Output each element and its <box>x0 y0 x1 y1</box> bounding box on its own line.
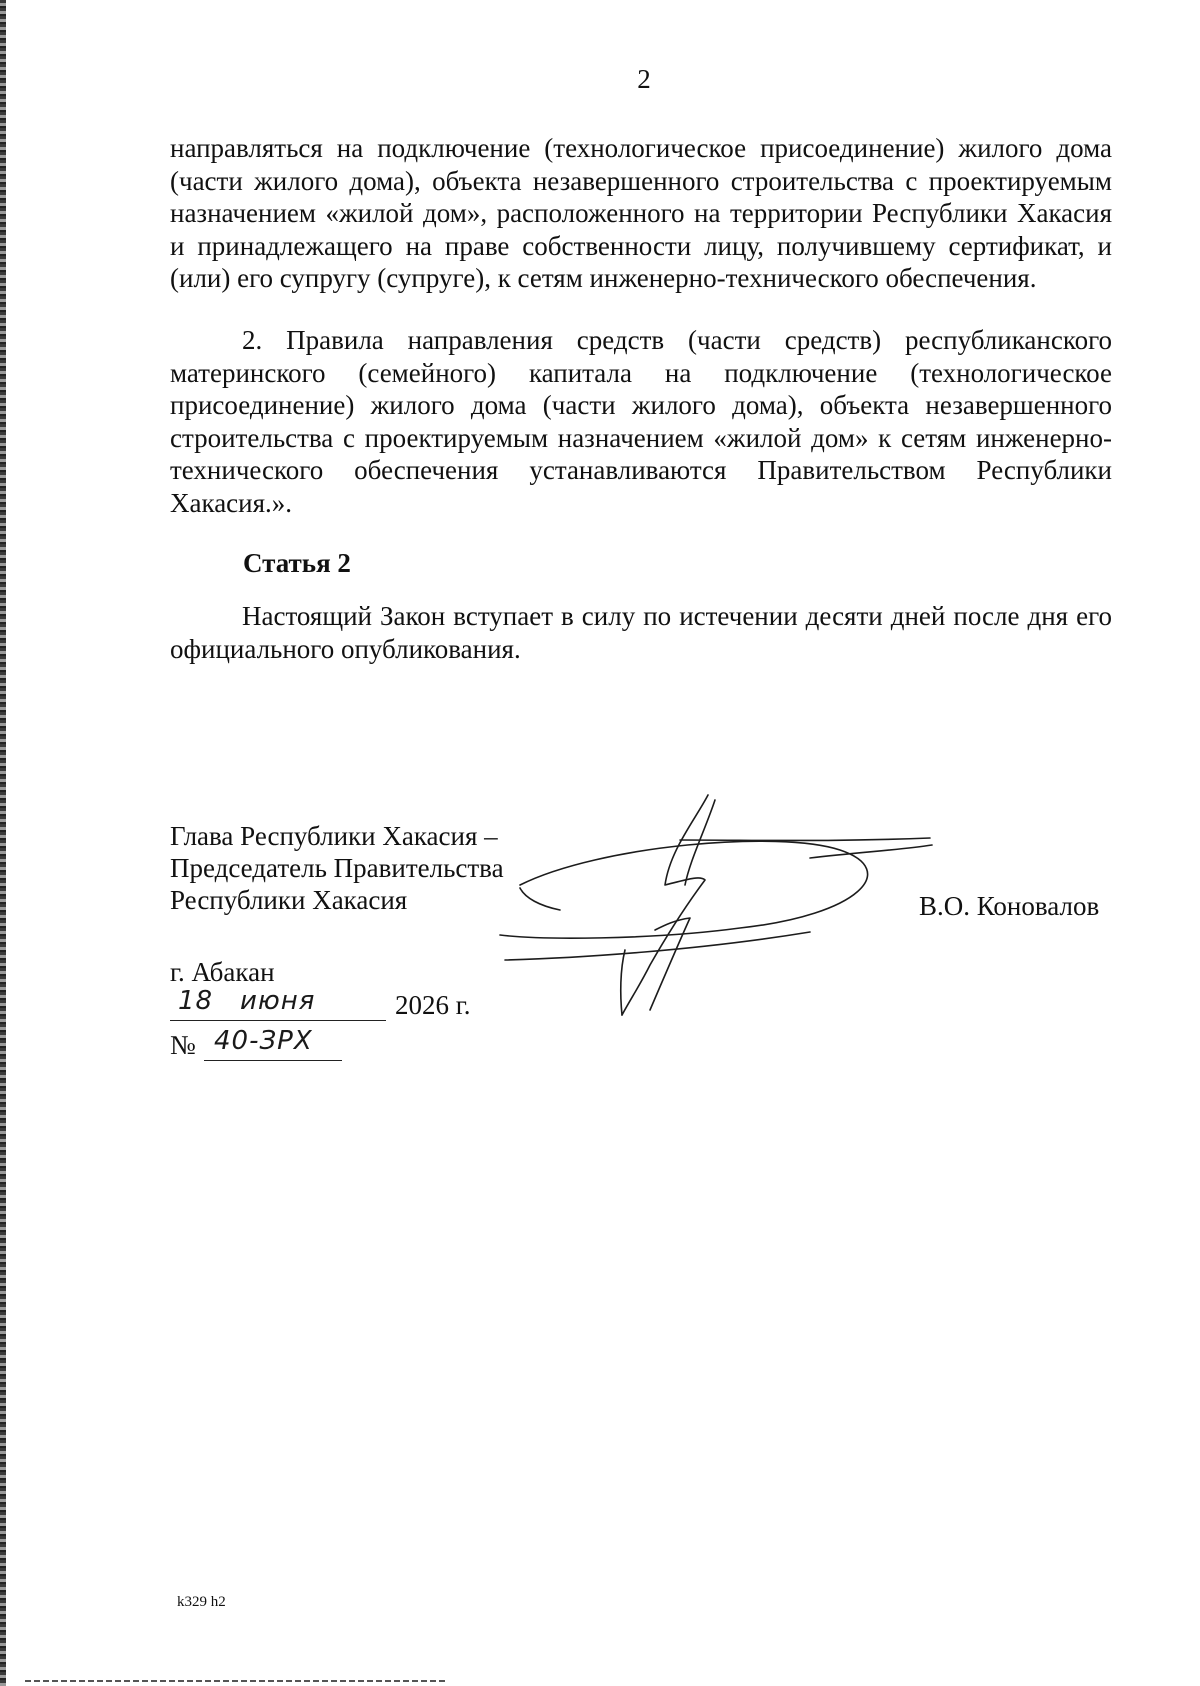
signature-stroke <box>680 838 930 841</box>
number-line <box>204 1026 342 1061</box>
handwritten-signature <box>480 790 940 1020</box>
signing-date <box>170 986 500 1026</box>
signatory-title-line: Республики Хакасия <box>170 885 408 915</box>
paragraph-text: направляться на подключение (технологическое присоединение) жилого дома (части жилого дома), объекта незавершенного строительства с проектируемым назначением «жилой дом», расположенного на территории Республики Хакасия и принадлежащего на праве собственности лицу, получившему сертификат, и (или) его супругу (супруге), к сетям инженерно-технического обеспечения. <box>170 133 1112 293</box>
signature-stroke <box>500 841 868 938</box>
law-number <box>170 1026 370 1066</box>
scan-edge-left <box>0 0 6 1686</box>
article-heading: Статья 2 <box>243 548 351 578</box>
scan-edge-bottom <box>25 1680 445 1682</box>
signatory-title-line: Председатель Правительства <box>170 853 504 883</box>
number-sign: № <box>170 1030 196 1060</box>
signature-stroke <box>520 888 560 910</box>
signatory-title <box>170 820 504 916</box>
signature-stroke <box>621 950 625 1015</box>
date-year: 2026 г. <box>395 990 471 1020</box>
signatory-title-line: Глава Республики Хакасия – <box>170 821 498 851</box>
paragraph-text: 2. Правила направления средств (части средств) республиканского материнского (семейного) капитала на подключение (технологическое присоединение) жилого дома (части жилого дома), объекта незавершенного строительства с проектируемым назначением «жилой дом» к сетям инженерно-технического обеспечения устанавливаются Правительством Республики Хакасия.». <box>170 325 1112 518</box>
date-month-line <box>218 986 386 1021</box>
paragraph-effective-date <box>170 600 1112 665</box>
paragraph-text: Настоящий Закон вступает в силу по истечении десяти дней после дня его официального опубликования. <box>170 601 1112 664</box>
place-of-signing: г. Абакан <box>170 957 275 987</box>
paragraph-continuation <box>170 132 1112 295</box>
document-code: k329 h2 <box>177 1594 226 1610</box>
page-number: 2 <box>637 64 651 94</box>
handwritten-month: июня <box>240 986 316 1016</box>
paragraph-item-2 <box>170 324 1112 519</box>
signer-name: В.О. Коновалов <box>919 891 1100 921</box>
handwritten-number: 40-ЗРХ <box>214 1026 313 1056</box>
handwritten-day: 18 <box>178 986 214 1016</box>
signature-stroke <box>622 795 708 1015</box>
date-day-line <box>170 986 220 1021</box>
